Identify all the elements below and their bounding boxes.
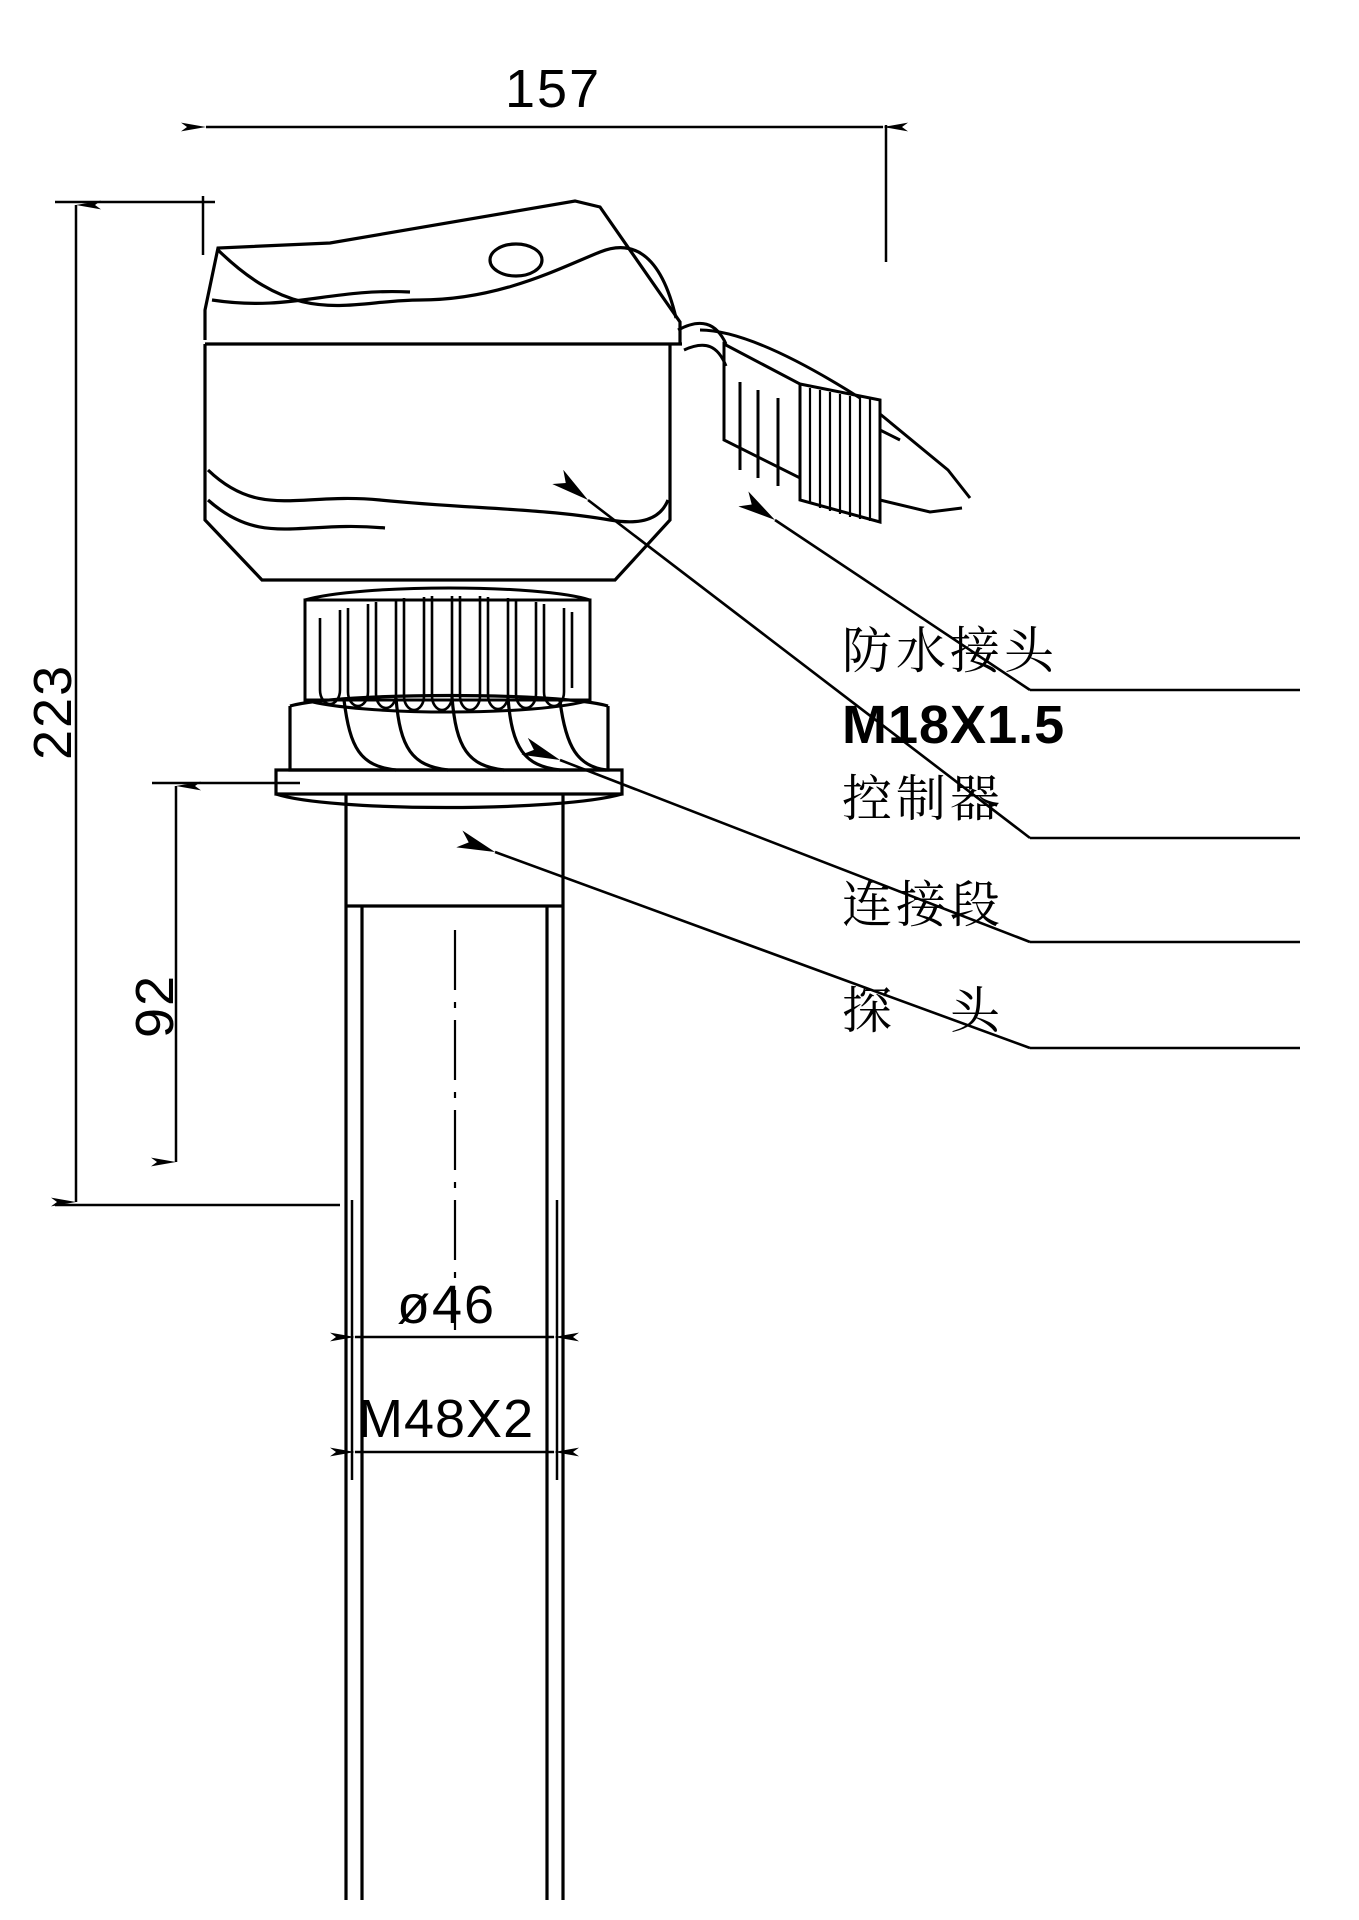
callout-controller: 控制器 [842, 770, 1004, 828]
dimension-92 [152, 783, 300, 1162]
knurled-collar [305, 588, 590, 712]
controller-housing [205, 201, 682, 345]
callout-probe: 探 头 [842, 982, 1004, 1040]
dimension-label-overall-height: 223 [23, 663, 83, 760]
dimension-157 [203, 125, 886, 262]
callout-connection-section: 连接段 [842, 876, 1004, 934]
callout-waterproof-connector: 防水接头 [842, 622, 1058, 680]
dimension-label-probe-length: 92 [125, 973, 185, 1038]
flange [276, 770, 622, 808]
waterproof-connector-part [678, 323, 970, 522]
controller-body [205, 344, 670, 580]
dimension-label-process-thread: M48X2 [358, 1389, 535, 1449]
callout-waterproof-connector-spec: M18X1.5 [842, 695, 1066, 755]
dimension-label-probe-diameter: ø46 [397, 1275, 497, 1335]
dimension-label-overall-width: 157 [505, 59, 602, 119]
